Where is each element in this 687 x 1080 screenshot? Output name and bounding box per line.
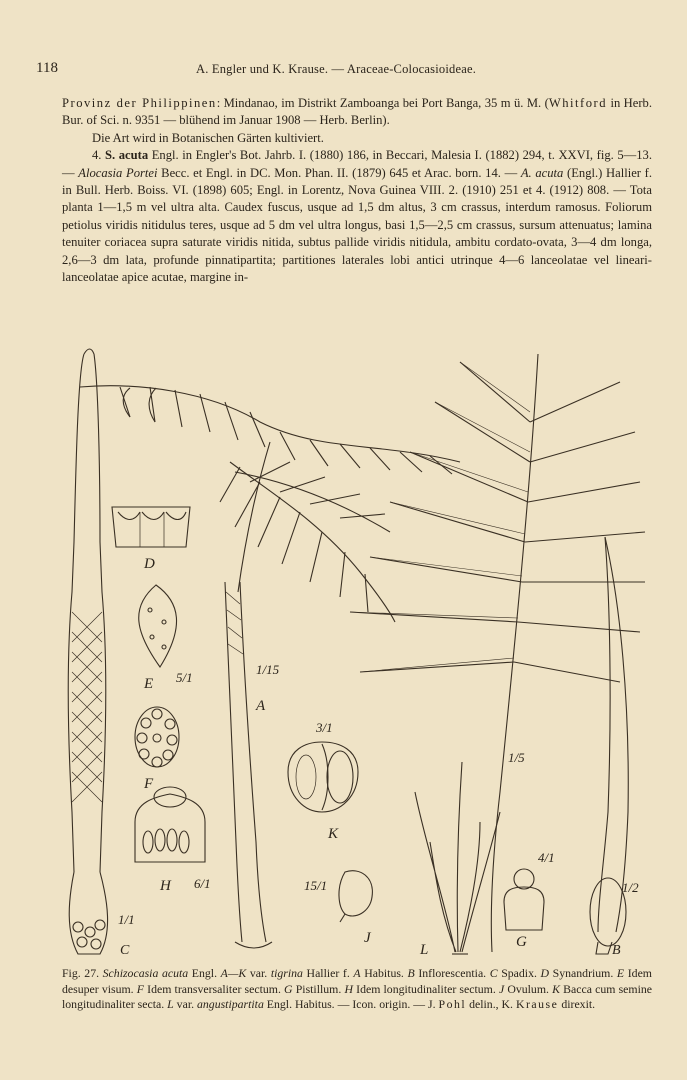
label-C: C xyxy=(120,943,130,958)
label-G: G xyxy=(516,934,527,950)
scale-E: 5/1 xyxy=(176,670,193,685)
scale-G: 4/1 xyxy=(538,850,555,865)
label-L: L xyxy=(420,942,429,958)
scale-C: 1/1 xyxy=(118,912,135,927)
scale-B: 1/2 xyxy=(622,880,639,895)
scale-K: 3/1 xyxy=(316,720,333,735)
spadix-drawing xyxy=(68,349,107,954)
label-B: B xyxy=(612,943,621,958)
habitus-crown-drawing xyxy=(80,386,460,622)
synandrium-drawing xyxy=(112,507,190,547)
pinnate-leaf-drawing xyxy=(350,354,645,952)
scale-A: 1/15 xyxy=(256,662,280,677)
botanical-figure xyxy=(60,342,654,962)
label-A: A xyxy=(256,698,266,714)
page-header xyxy=(36,60,652,78)
running-title: A. Engler und K. Krause. — Araceae-Colocasioideae. xyxy=(196,62,477,76)
label-H: H xyxy=(160,878,171,894)
ovule-drawing xyxy=(339,871,372,922)
label-J: J xyxy=(364,930,371,946)
paragraph-locality: Provinz der Philippinen: Mindanao, im Distrikt Zamboanga bei Port Banga, 35 m ü. M. (Whitford in Herb. Bur. of Sci. n. 9351 — blühend im Januar 1908 — Herb. Berlin). xyxy=(62,96,652,128)
figure-scales xyxy=(118,662,639,927)
label-K: K xyxy=(328,826,339,842)
scale-J: 15/1 xyxy=(304,878,328,893)
small-plant-drawing xyxy=(415,762,500,954)
berry-section-drawing xyxy=(288,742,358,812)
figure-labels xyxy=(120,556,621,958)
figure-caption: Fig. 27. Schizocasia acuta Engl. A—K var. tigrina Hallier f. A Habitus. B Inflorescentia. C Spadix. D Synandrium. E Idem desuper visum. F Idem transversaliter sectum. G Pistillum. H Idem longitudinaliter sectum. J Ovulum. K Bacca cum semine longitudinaliter secta. L var. angustipartita Engl. Habitus. — Icon. origin. — J. Pohl delin., K. Krause direxit. xyxy=(62,966,652,1012)
label-E: E xyxy=(144,676,154,692)
page-number: 118 xyxy=(36,60,58,76)
synandrium-top-drawing xyxy=(139,585,177,667)
scale-H: 6/1 xyxy=(194,876,211,891)
scale-L: 1/5 xyxy=(508,750,525,765)
pistil-section-drawing xyxy=(135,787,205,862)
label-F: F xyxy=(144,776,154,792)
cross-section-drawing xyxy=(135,707,179,767)
pistil-drawing xyxy=(504,869,544,930)
species-name: S. acuta xyxy=(105,148,149,163)
body-text xyxy=(62,95,652,286)
figure-illustration xyxy=(60,342,654,962)
label-D: D xyxy=(144,556,155,572)
paragraph-cultivation: Die Art wird in Botanischen Gärten kultiviert. xyxy=(92,130,324,145)
paragraph-species-description: 4. S. acuta Engl. in Engler's Bot. Jahrb. I. (1880) 186, in Beccari, Malesia I. (1882) 294, t. XXVI, fig. 5—13. — Alocasia Portei Becc. et Engl. in DC. Mon. Phan. II. (1879) 645 et Arac. born. 14. — A. acuta (Engl.) Hallier f. in Bull. Herb. Boiss. VI. (1898) 605; Engl. in Lorentz, Nova Guinea VIII. 2. (1910) 251 et 4. (1912) 808. — Tota planta 1—1,5 m vel ultra alta. Caudex fuscus, usque ad 1,5 dm altus, 3 cm crassus, interdum ramosus. Foliorum petiolus viridis nitidulus teres, usque ad 5 dm vel ultra longus, basi 1,5—2,5 cm crassus, sursum attenuatus; lamina tenuiter coriacea supra saturate viridis nitida, subtus pallide viridis nitidula, ambitu cordato-ovata, 3—4 dm longa, 2,6—3 dm lata, profunde pinnatipartita; partitiones laterales lobi antici utrinque 4—6 lanceolatae vel lineari-lanceolatae apice acutae, margine in- xyxy=(62,148,653,285)
habitus-stem-drawing xyxy=(225,582,272,948)
